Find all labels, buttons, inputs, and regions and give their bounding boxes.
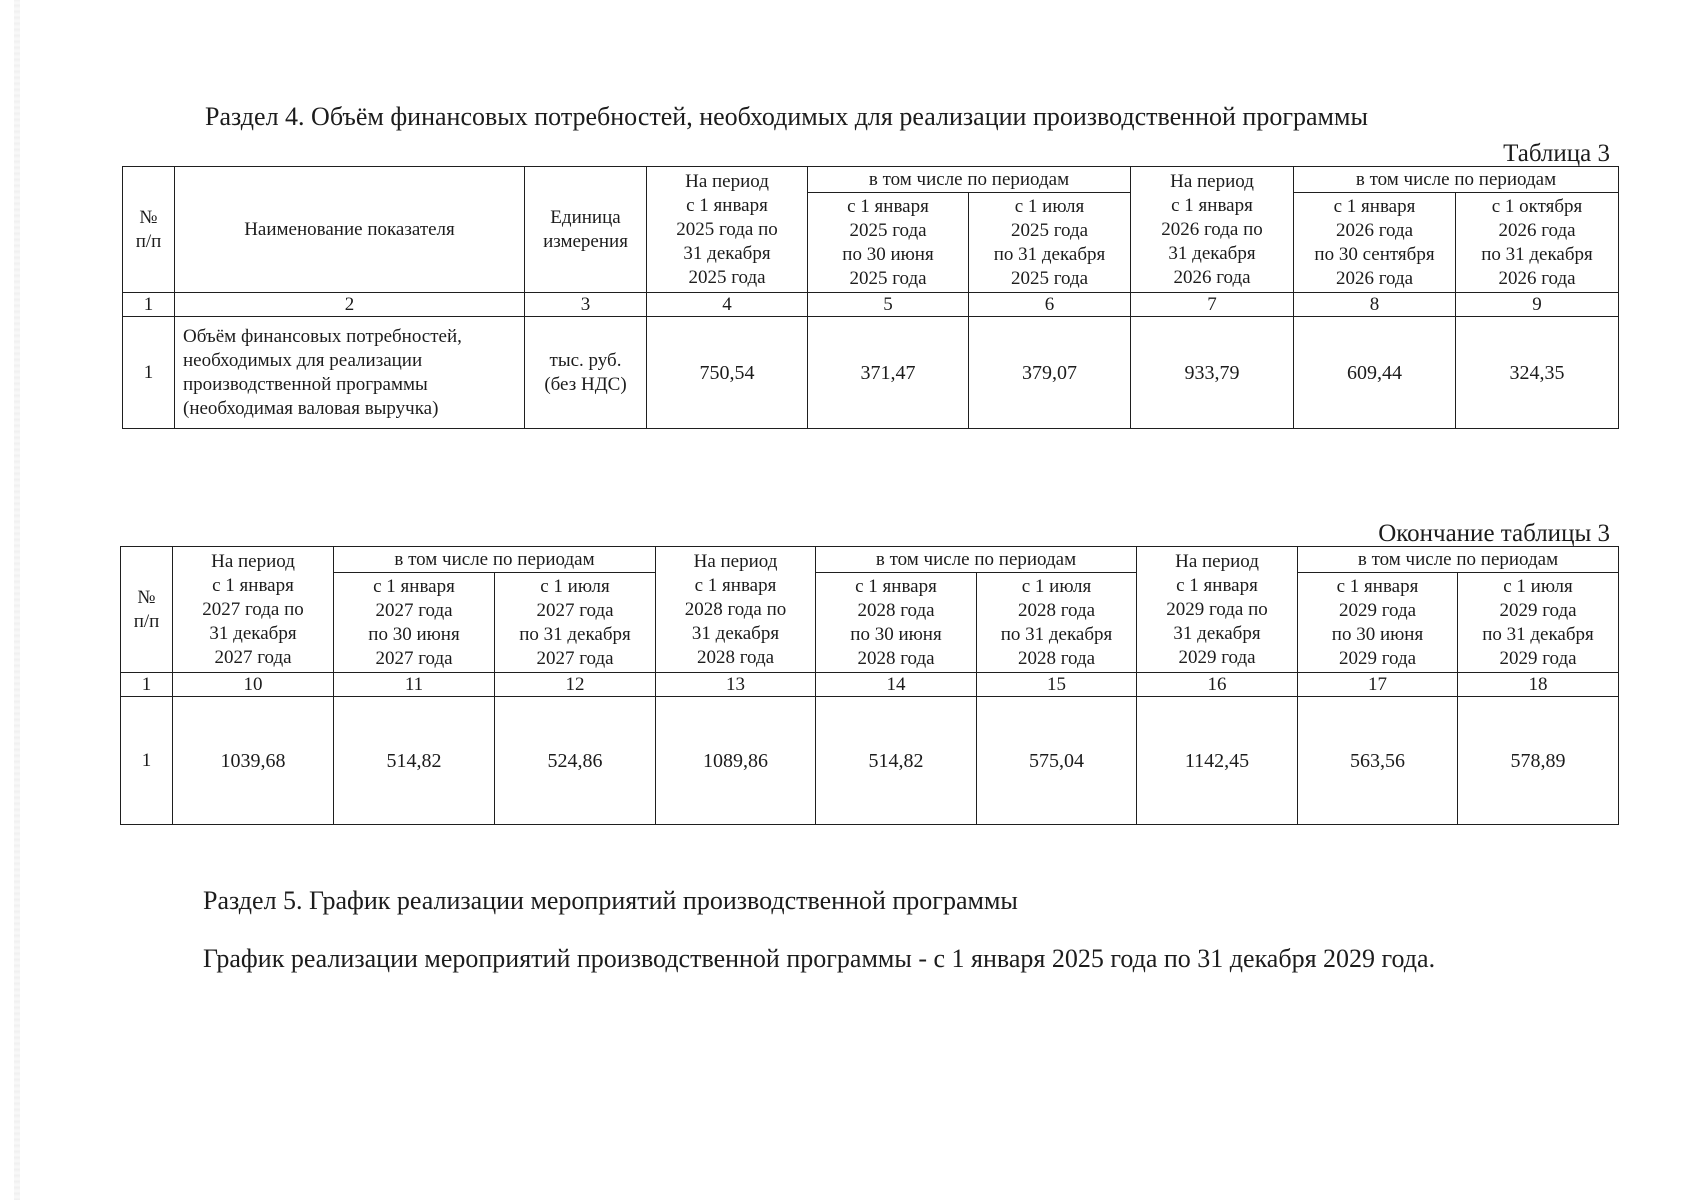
header-h2-2029: с 1 июля 2029 года по 31 декабря 2029 года xyxy=(1458,573,1619,673)
header-subperiods-2025: в том числе по периодам xyxy=(808,167,1131,193)
header-period-2029: На период с 1 января 2029 года по 31 декабря 2029 года xyxy=(1137,547,1298,673)
column-index: 15 xyxy=(977,673,1137,697)
header-period-2025: На период с 1 января 2025 года по 31 декабря 2025 года xyxy=(647,167,808,293)
table-3-end-caption: Окончание таблицы 3 xyxy=(1378,520,1610,547)
header-subperiods-2028: в том числе по периодам xyxy=(816,547,1137,573)
table-3-caption: Таблица 3 xyxy=(1503,140,1610,167)
column-index: 11 xyxy=(334,673,495,697)
column-index: 10 xyxy=(173,673,334,697)
table-3 xyxy=(122,166,1619,429)
row-number: 1 xyxy=(121,697,173,825)
header-h1-2025: с 1 января 2025 года по 30 июня 2025 года xyxy=(808,193,969,293)
column-index-row xyxy=(123,293,1619,317)
column-index: 4 xyxy=(647,293,808,317)
header-number: № п/п xyxy=(123,167,175,293)
header-unit: Единица измерения xyxy=(525,167,647,293)
column-index: 1 xyxy=(121,673,173,697)
column-index: 16 xyxy=(1137,673,1298,697)
value-cell: 1039,68 xyxy=(173,697,334,825)
row-unit: тыс. руб. (без НДС) xyxy=(525,317,647,429)
column-index-row xyxy=(121,673,1619,697)
table-row xyxy=(121,697,1619,825)
section-5-text: График реализации мероприятий производственной программы - с 1 января 2025 года по 31 декабря 2029 года. xyxy=(203,944,1436,973)
value-cell: 524,86 xyxy=(495,697,656,825)
header-subperiods-2029: в том числе по периодам xyxy=(1298,547,1619,573)
header-subperiods-2027: в том числе по периодам xyxy=(334,547,656,573)
value-cell: 1089,86 xyxy=(656,697,816,825)
column-index: 13 xyxy=(656,673,816,697)
column-index: 17 xyxy=(1298,673,1458,697)
header-h1-2028: с 1 января 2028 года по 30 июня 2028 года xyxy=(816,573,977,673)
value-cell: 750,54 xyxy=(647,317,808,429)
header-h1-2027: с 1 января 2027 года по 30 июня 2027 года xyxy=(334,573,495,673)
row-indicator-name: Объём финансовых потребностей, необходимых для реализации производственной программы (необходимая валовая выручка) xyxy=(175,317,525,429)
header-h1-2026: с 1 января 2026 года по 30 сентября 2026 года xyxy=(1294,193,1456,293)
table-3-continuation xyxy=(120,546,1619,825)
value-cell: 933,79 xyxy=(1131,317,1294,429)
column-index: 2 xyxy=(175,293,525,317)
column-index: 7 xyxy=(1131,293,1294,317)
column-index: 14 xyxy=(816,673,977,697)
column-index: 8 xyxy=(1294,293,1456,317)
value-cell: 578,89 xyxy=(1458,697,1619,825)
value-cell: 575,04 xyxy=(977,697,1137,825)
row-number: 1 xyxy=(123,317,175,429)
header-h2-2025: с 1 июля 2025 года по 31 декабря 2025 года xyxy=(969,193,1131,293)
value-cell: 379,07 xyxy=(969,317,1131,429)
scan-edge-artifact xyxy=(14,0,20,1200)
header-period-2026: На период с 1 января 2026 года по 31 декабря 2026 года xyxy=(1131,167,1294,293)
value-cell: 514,82 xyxy=(334,697,495,825)
value-cell: 324,35 xyxy=(1456,317,1619,429)
value-cell: 371,47 xyxy=(808,317,969,429)
value-cell: 563,56 xyxy=(1298,697,1458,825)
header-h2-2028: с 1 июля 2028 года по 31 декабря 2028 года xyxy=(977,573,1137,673)
value-cell: 514,82 xyxy=(816,697,977,825)
section-4-title: Раздел 4. Объём финансовых потребностей, необходимых для реализации производственной программы xyxy=(205,102,1368,131)
column-index: 3 xyxy=(525,293,647,317)
header-subperiods-2026: в том числе по периодам xyxy=(1294,167,1619,193)
column-index: 9 xyxy=(1456,293,1619,317)
header-h2-2027: с 1 июля 2027 года по 31 декабря 2027 года xyxy=(495,573,656,673)
column-index: 1 xyxy=(123,293,175,317)
column-index: 12 xyxy=(495,673,656,697)
header-h1-2029: с 1 января 2029 года по 30 июня 2029 года xyxy=(1298,573,1458,673)
table-row xyxy=(123,317,1619,429)
header-period-2027: На период с 1 января 2027 года по 31 декабря 2027 года xyxy=(173,547,334,673)
section-5-title: Раздел 5. График реализации мероприятий производственной программы xyxy=(203,886,1018,915)
header-period-2028: На период с 1 января 2028 года по 31 декабря 2028 года xyxy=(656,547,816,673)
column-index: 18 xyxy=(1458,673,1619,697)
header-number: № п/п xyxy=(121,547,173,673)
value-cell: 1142,45 xyxy=(1137,697,1298,825)
header-h2-2026: с 1 октября 2026 года по 31 декабря 2026 года xyxy=(1456,193,1619,293)
value-cell: 609,44 xyxy=(1294,317,1456,429)
column-index: 6 xyxy=(969,293,1131,317)
header-indicator-name: Наименование показателя xyxy=(175,167,525,293)
column-index: 5 xyxy=(808,293,969,317)
